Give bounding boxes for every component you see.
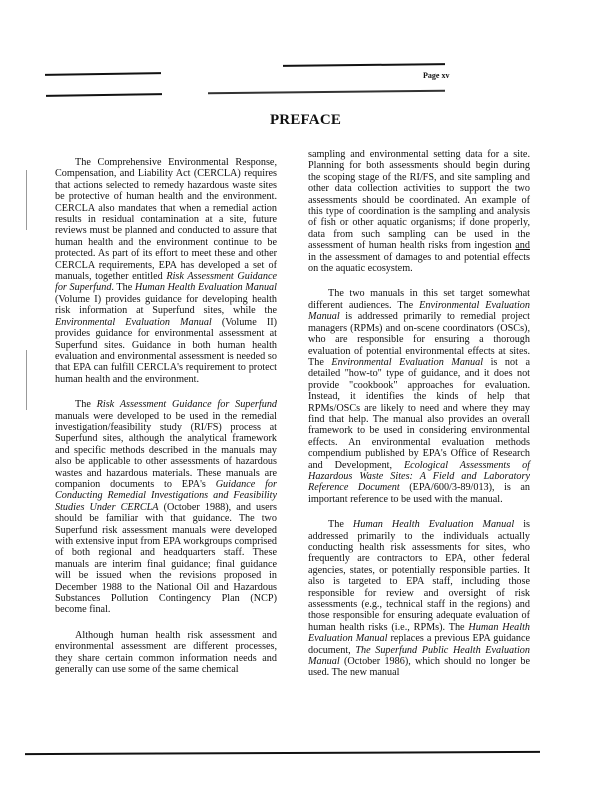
text-run: is addressed primarily to the individuals actually conducting health risk assessments for sites, who frequently are contractors to EPA, other federal agencies, states, or potentially responsible parties. It also is targeted to EPA staff, including those responsible for review and oversight of risk assessments (e.g., technical staff in the regions) and those responsible for ensuring adequate evaluation of human health risks (i.e., RPMs). The: [308, 519, 530, 633]
italic-title: Human Health Evaluation Manual: [352, 519, 515, 531]
text-run: The Comprehensive Environmental Response, Compensation, and Liability Act (CERCLA) requires that actions selected to remedy hazardous waste sites be protective of human health and the environment. CERCLA also mandates that when a remedial action results in residual contamination at a site, future reviews must be planned and conducted to assure that human health and the environment continue to be protected. As part of its effort to meet these and other CERCLA requirements, EPA has developed a set of manuals, together entitled: [55, 157, 277, 283]
header-rule-left-top: [45, 72, 161, 76]
italic-title: Guidance for Conducting Remedial Investigations and Feasibility Studies Under CERCLA: [55, 478, 277, 513]
header-rule-right-top: [283, 63, 445, 67]
italic-title: Environmental Evaluation Manual: [55, 316, 212, 328]
paragraph: [308, 519, 530, 679]
italic-title: Ecological Assessments of Hazardous Waste Sites: A Field and Laboratory Reference Document: [308, 459, 531, 494]
text-run: in the assessment of damages to and potential effects on the aquatic ecosystem.: [308, 251, 530, 275]
text-run: . The: [111, 282, 135, 294]
text-run: (October 1988), and users should be familiar with that guidance. The two Superfund risk assessment manuals were developed with extensive input from EPA workgroups comprised of both regional and headquarters staff. These manuals are interim final guidance; final guidance will be issued when the revisions proposed in December 1988 to the National Oil and Hazardous Substances Pollution Contingency Plan (NCP) become final.: [55, 501, 277, 616]
text-run: replaces a previous EPA guidance document,: [308, 633, 530, 656]
text-run: (Volume II) provides guidance for environmental assessment at Superfund sites. Guidance in both human health evaluation and environmental assessment is needed so that EPA can fulfill CERCLA's requirement to protect human health and the environment.: [55, 316, 277, 385]
text-run: is not a detailed "how-to" type of guidance, and it does not provide "cookbook" approaches for evaluation. Instead, it identifies the kinds of help that RPMs/OSCs are likely to need and where they may find that help. The manual also provides an overall framework to be used in considering environmental effects. An environmental evaluation methods compendium published by EPA's Office of Research and Development,: [308, 356, 530, 471]
page-number: Page xv: [423, 71, 450, 80]
paragraph: [55, 399, 277, 616]
margin-scan-mark: [26, 170, 27, 230]
italic-title: Risk Assessment Guidance for Superfund: [96, 399, 278, 411]
italic-title: Environmental Evaluation Manual: [331, 356, 484, 368]
text-run: and: [515, 240, 530, 252]
paragraph: [55, 157, 277, 385]
italic-title: The Superfund Public Health Evaluation Manual: [308, 644, 530, 668]
italic-title: Human Health Evaluation Manual: [134, 282, 277, 294]
italic-title: Human Health Evaluation Manual: [308, 621, 530, 645]
left-column: [55, 157, 277, 689]
text-run: manuals were developed to be used in the remedial investigation/feasibility study (RI/FS) process at Superfund sites, although the analytical framework and specific methods described in the manuals may also be applicable to other assessments of hazardous wastes and hazardous materials. These manuals are companion documents to EPA's: [55, 410, 277, 490]
text-run: (October 1986), which should no longer be used. The new manual: [308, 656, 530, 679]
margin-scan-mark: [26, 350, 27, 410]
footer-rule: [25, 751, 540, 755]
text-run: is addressed primarily to remedial project managers (RPMs) and on-scene coordinators (OSCs), who are responsible for ensuring a thorough evaluation of potential environmental effects at sites. The: [308, 311, 530, 368]
text-run: The: [328, 519, 353, 531]
text-run: (Volume I) provides guidance for developing health risk information at Superfund sites, while the: [55, 293, 277, 317]
text-run: sampling and environmental setting data for a site. Planning for both assessments should begin during the scoping stage of the RI/FS, and site sampling and other data collection activities to support the two assessments should be coordinated. An example of this type of coordination is the sampling and analysis of fish or other aquatic organisms; if done properly, data from such sampling can be used in the assessment of human health risks from ingestion: [308, 149, 530, 252]
right-column: [308, 149, 530, 693]
paragraph: [308, 288, 530, 505]
italic-title: Risk Assessment Guidance for Superfund: [55, 271, 277, 294]
paragraph: [55, 630, 277, 676]
text-run: Although human health risk assessment and environmental assessment are different processes, they share certain common information needs and generally can use some of the same chemical: [55, 629, 277, 676]
text-run: The two manuals in this set target somewhat different audiences. The: [308, 288, 530, 311]
header-rule-left-bottom: [46, 93, 162, 97]
page-title: PREFACE: [269, 112, 342, 128]
paragraph: [308, 149, 530, 274]
header-rule-right-bottom: [208, 90, 445, 94]
text-run: (EPA/600/3-89/013), is an important reference to be used with the manual.: [308, 482, 530, 505]
text-run: The: [75, 399, 97, 411]
italic-title: Environmental Evaluation Manual: [308, 299, 530, 323]
